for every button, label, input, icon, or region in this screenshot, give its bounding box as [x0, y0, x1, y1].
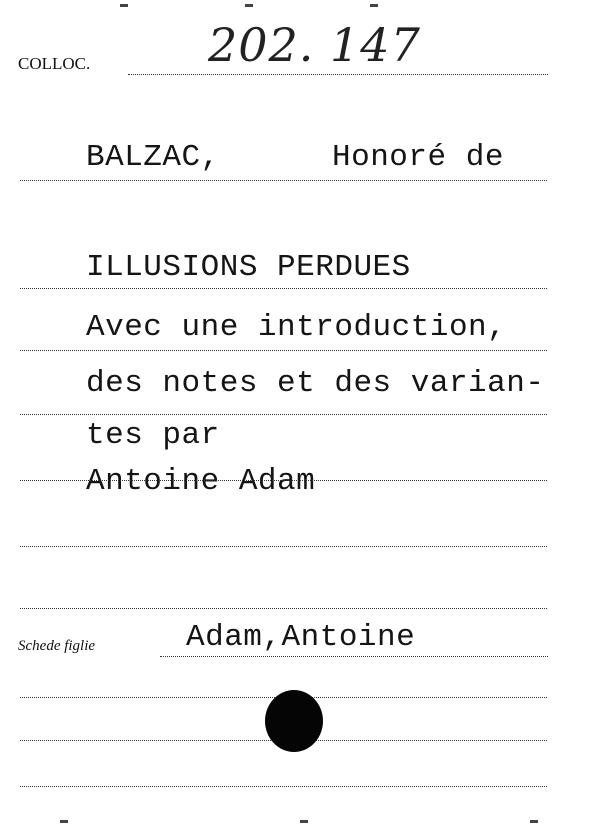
- title-line: tes par: [86, 418, 220, 453]
- title-line: ILLUSIONS PERDUES: [86, 250, 411, 285]
- author-surname: BALZAC,: [86, 140, 220, 175]
- author-given: Honoré de: [332, 140, 504, 175]
- title-rule: [20, 350, 547, 351]
- blank-rule: [20, 546, 547, 547]
- title-line: Avec une introduction,: [86, 310, 507, 345]
- bottom-mark: [530, 820, 538, 823]
- top-mark: [245, 4, 253, 7]
- schede-value: Adam,Antoine: [186, 620, 416, 655]
- colloc-number: 202. 147: [208, 18, 421, 72]
- title-rule: [20, 480, 547, 481]
- title-line: Antoine Adam: [86, 464, 316, 499]
- colloc-rule: [128, 74, 548, 75]
- author-rule: [20, 180, 547, 181]
- punch-hole: [265, 690, 323, 752]
- bottom-mark: [60, 820, 68, 823]
- schede-label: Schede figlie: [18, 638, 96, 654]
- top-mark: [120, 4, 128, 7]
- title-line: des notes et des varian-: [86, 366, 545, 401]
- bottom-mark: [300, 820, 308, 823]
- title-rule: [20, 414, 547, 415]
- schede-rule: [160, 656, 548, 657]
- blank-rule: [20, 608, 547, 609]
- top-mark: [370, 4, 378, 7]
- colloc-label: COLLOC.: [18, 54, 91, 73]
- blank-rule: [20, 786, 547, 787]
- title-rule: [20, 288, 547, 289]
